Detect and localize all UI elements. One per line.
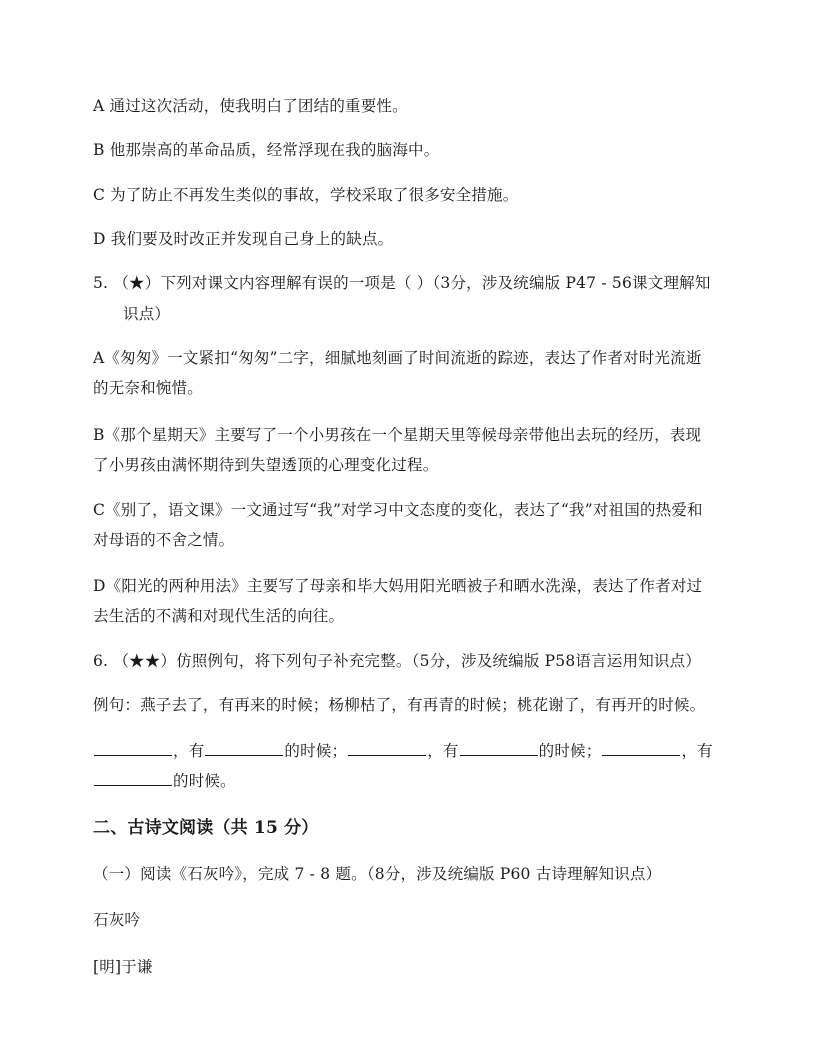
section-heading: 二、古诗文阅读（共 15 分）: [93, 818, 319, 838]
q5-option-b: B《那个星期天》主要写了一个小男孩在一个星期天里等候母亲带他出去玩的经历，表现: [93, 426, 702, 444]
q6-fill-line-continued: 的时候。: [93, 770, 723, 791]
q6-fill-line: ，有 的时候； ，有 的时候； ，有: [93, 740, 723, 761]
q4-option-b: B 他那崇高的革命品质，经常浮现在我的脑海中。: [93, 141, 440, 159]
q5-stem: 5. （★）下列对课文内容理解有误的一项是（ ）（3分，涉及统编版 P47 - 56课文理解知: [93, 274, 711, 292]
poem-author: [明]于谦: [93, 958, 153, 976]
q4-option-c: C 为了防止不再发生类似的事故，学校采取了很多安全措施。: [93, 186, 519, 204]
answer-blank[interactable]: [205, 740, 283, 756]
answer-blank[interactable]: [602, 740, 680, 756]
q6-stem: 6. （★★）仿照例句，将下列句子补充完整。（5分，涉及统编版 P58语言运用知识点）: [93, 652, 702, 670]
q5-option-d-continued: 去生活的不满和对现代生活的向往。: [93, 607, 345, 625]
q5-option-c: C《别了，语文课》一文通过写“我”对学习中文态度的变化，表达了“我”对祖国的热爱和: [93, 501, 703, 519]
q5-option-a-continued: 的无奈和惋惜。: [93, 379, 203, 397]
q4-option-d: D 我们要及时改正并发现自己身上的缺点。: [93, 230, 394, 248]
q5-stem-continued: 识点）: [123, 305, 171, 323]
answer-blank[interactable]: [94, 770, 172, 786]
answer-blank[interactable]: [348, 740, 426, 756]
poem-title: 石灰吟: [93, 911, 141, 929]
answer-blank[interactable]: [460, 740, 538, 756]
q5-option-c-continued: 对母语的不舍之情。: [93, 531, 235, 549]
q5-option-b-continued: 了小男孩由满怀期待到失望透顶的心理变化过程。: [93, 456, 439, 474]
q5-option-a: A《匆匆》一文紧扣“匆匆”二字，细腻地刻画了时间流逝的踪迹，表达了作者对时光流逝: [93, 349, 702, 367]
q4-option-a: A 通过这次活动，使我明白了团结的重要性。: [93, 97, 408, 115]
reading-intro: （一）阅读《石灰吟》，完成 7 - 8 题。（8分，涉及统编版 P60 古诗理解知识点）: [93, 865, 662, 883]
q5-option-d: D《阳光的两种用法》主要写了母亲和毕大妈用阳光晒被子和晒水洗澡，表达了作者对过: [93, 577, 703, 595]
q6-example: 例句：燕子去了，有再来的时候；杨柳枯了，有再青的时候；桃花谢了，有再开的时候。: [93, 696, 706, 714]
answer-blank[interactable]: [94, 740, 172, 756]
